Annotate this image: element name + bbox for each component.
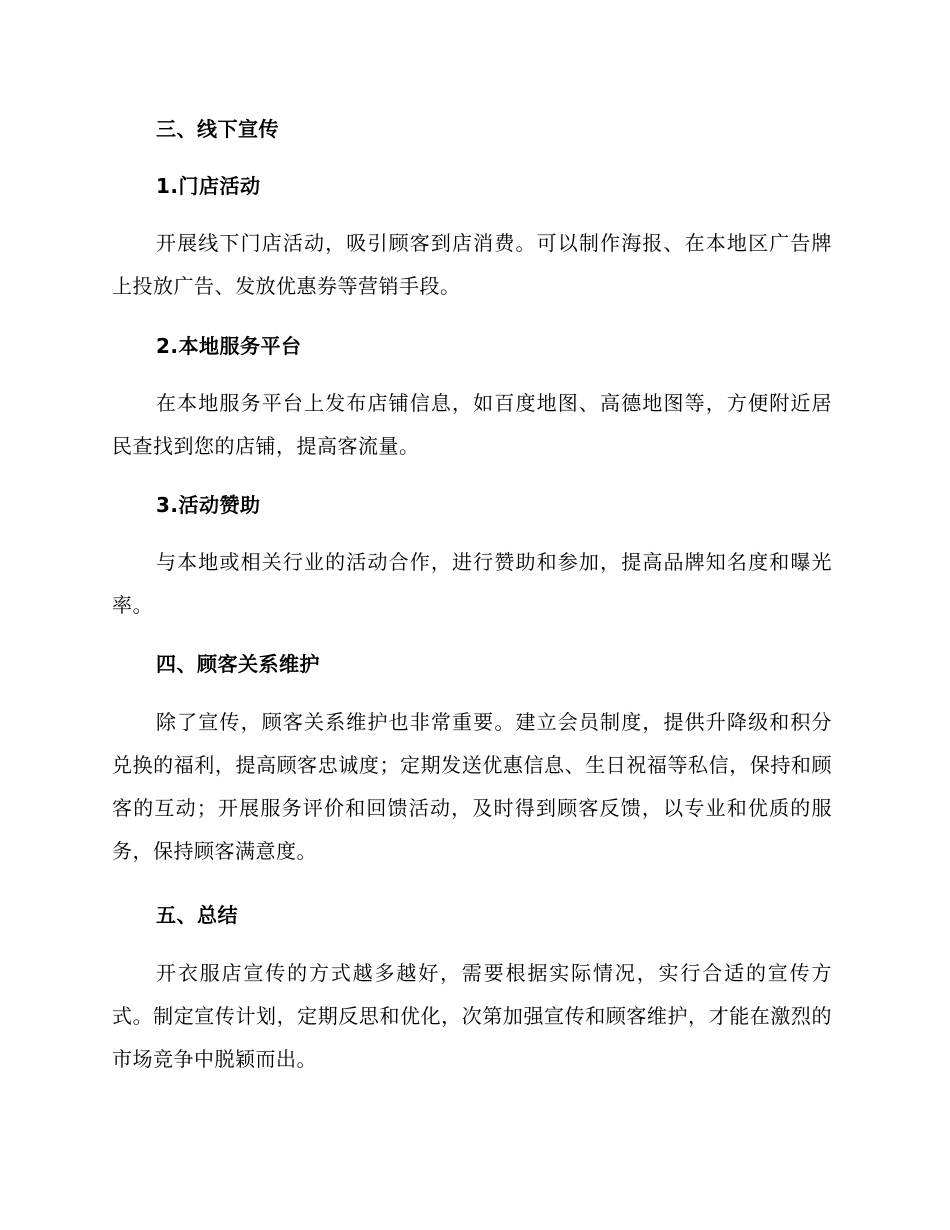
paragraph-store-activities: 开展线下门店活动，吸引顾客到店消费。可以制作海报、在本地区广告牌上投放广告、发放优惠券等营销手段。 <box>112 231 832 298</box>
section-heading-offline-promotion: 三、线下宣传 <box>156 117 279 141</box>
subheading-store-activities: 1.门店活动 <box>156 174 261 198</box>
paragraph-customer-relations: 除了宣传，顾客关系维护也非常重要。建立会员制度，提供升降级和积分兑换的福利，提高顾客忠诚度；定期发送优惠信息、生日祝福等私信，保持和顾客的互动；开展服务评价和回馈活动，及时得到顾客反馈，以专业和优质的服务，保持顾客满意度。 <box>112 710 832 863</box>
paragraph-local-service-platform: 在本地服务平台上发布店铺信息，如百度地图、高德地图等，方便附近居民查找到您的店铺，提高客流量。 <box>112 391 832 458</box>
subheading-local-service-platform: 2.本地服务平台 <box>156 334 302 358</box>
subheading-event-sponsorship: 3.活动赞助 <box>156 493 261 517</box>
paragraph-event-sponsorship: 与本地或相关行业的活动合作，进行赞助和参加，提高品牌知名度和曝光率。 <box>112 550 832 617</box>
paragraph-summary: 开衣服店宣传的方式越多越好，需要根据实际情况，实行合适的宣传方式。制定宣传计划，定期反思和优化，次第加强宣传和顾客维护，才能在激烈的市场竞争中脱颖而出。 <box>112 961 832 1071</box>
section-heading-summary: 五、总结 <box>156 903 238 927</box>
section-heading-customer-relations: 四、顾客关系维护 <box>156 652 320 676</box>
